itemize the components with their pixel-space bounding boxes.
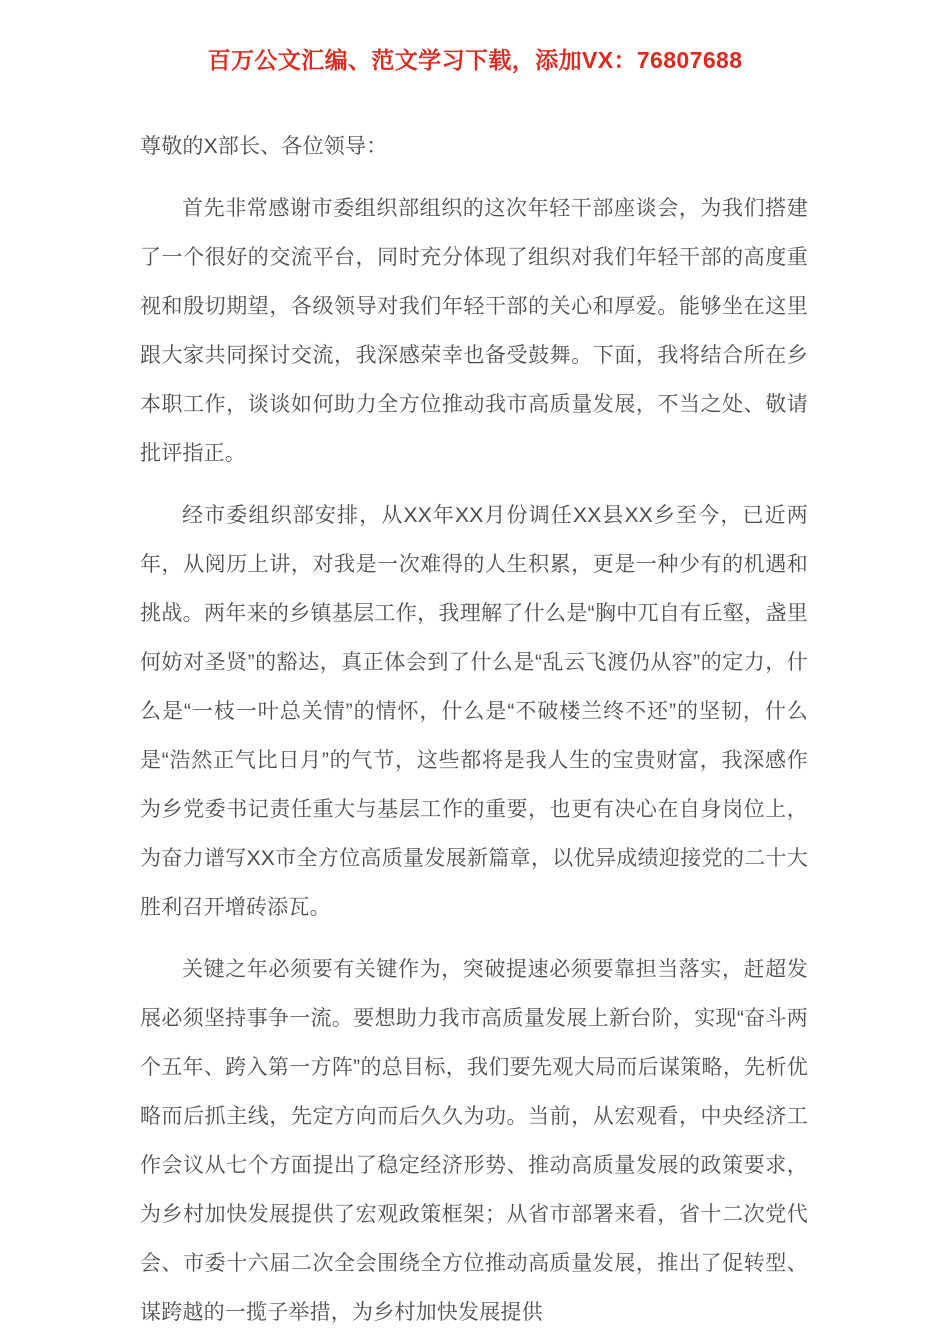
document-body <box>140 122 808 1337</box>
promo-banner-text: 百万公文汇编、范文学习下载，添加VX：76807688 <box>207 46 743 73</box>
body-paragraph-1: 首先非常感谢市委组织部组织的这次年轻干部座谈会，为我们搭建了一个很好的交流平台，同时充分体现了组织对我们年轻干部的高度重视和殷切期望，各级领导对我们年轻干部的关心和厚爱。能够坐在这里跟大家共同探讨交流，我深感荣幸也备受鼓舞。下面，我将结合所在乡本职工作，谈谈如何助力全方位推动我市高质量发展，不当之处、敬请批评指正。 <box>140 197 808 465</box>
promo-banner <box>0 0 950 120</box>
body-paragraph-2: 经市委组织部安排，从XX年XX月份调任XX县XX乡至今，已近两年，从阅历上讲，对我是一次难得的人生积累，更是一种少有的机遇和挑战。两年来的乡镇基层工作，我理解了什么是“胸中兀自有丘壑，盏里何妨对圣贤”的豁达，真正体会到了什么是“乱云飞渡仍从容”的定力，什么是“一枝一叶总关情”的情怀，什么是“不破楼兰终不还”的坚韧，什么是“浩然正气比日月”的气节，这些都将是我人生的宝贵财富，我深感作为乡党委书记责任重大与基层工作的重要，也更有决心在自身岗位上，为奋力谱写XX市全方位高质量发展新篇章，以优异成绩迎接党的二十大胜利召开增砖添瓦。 <box>140 504 808 919</box>
salutation-paragraph: 尊敬的X部长、各位领导： <box>140 135 388 158</box>
body-paragraph-3: 关键之年必须要有关键作为，突破提速必须要靠担当落实，赶超发展必须坚持事争一流。要想助力我市高质量发展上新台阶，实现“奋斗两个五年、跨入第一方阵”的总目标，我们要先观大局而后谋策略，先析优略而后抓主线，先定方向而后久久为功。当前，从宏观看，中央经济工作会议从七个方面提出了稳定经济形势、推动高质量发展的政策要求，为乡村加快发展提供了宏观政策框架；从省市部署来看，省十二次党代会、市委十六届二次全会围绕全方位推动高质量发展，推出了促转型、谋跨越的一揽子举措，为乡村加快发展提供 <box>140 958 808 1324</box>
